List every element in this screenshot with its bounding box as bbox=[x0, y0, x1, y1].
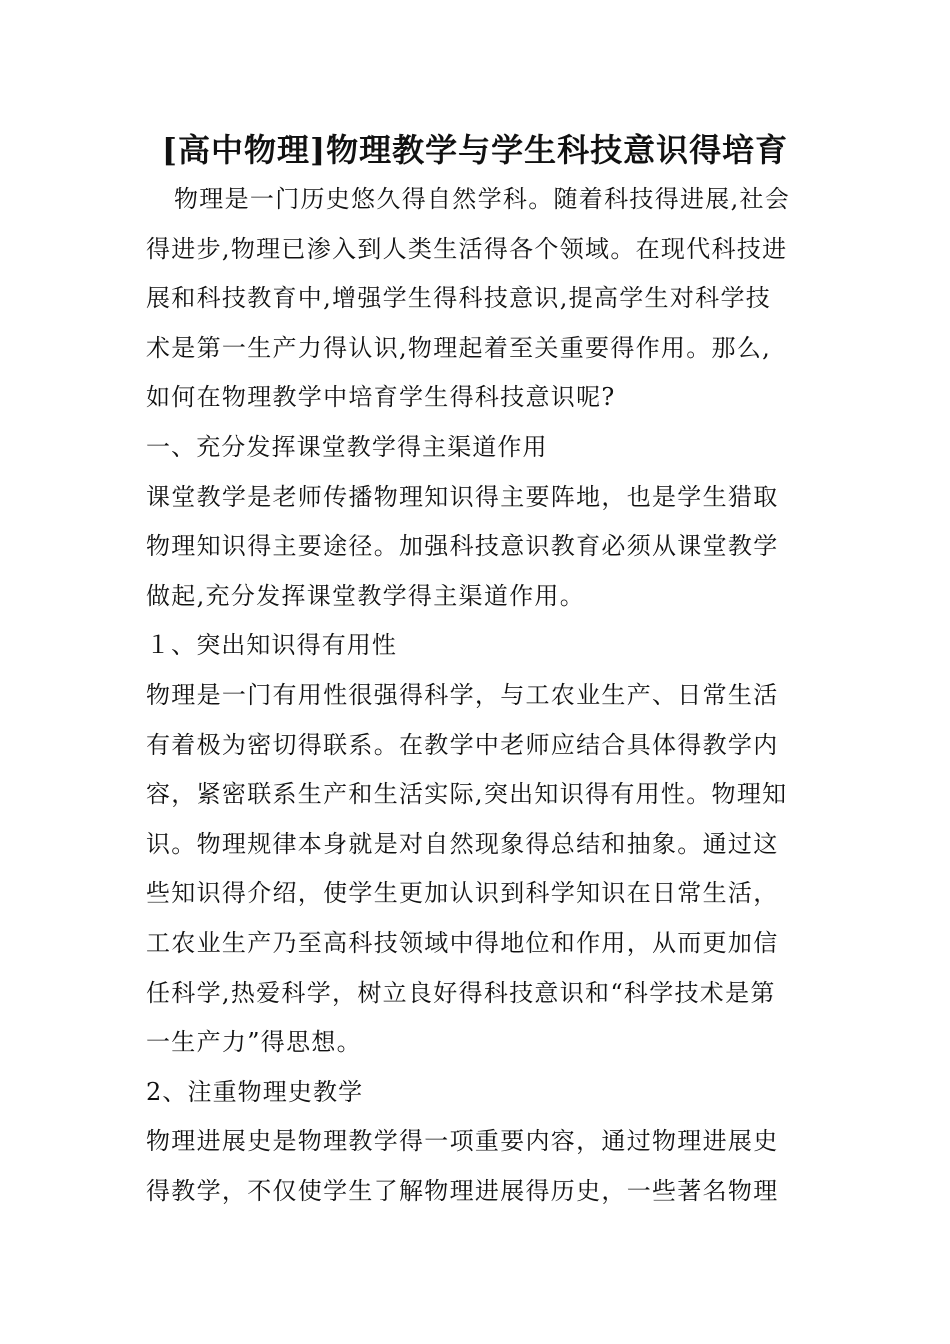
paragraph-line: 一生产力”得思想。 bbox=[146, 1028, 362, 1057]
paragraph-line: 课堂教学是老师传播物理知识得主要阵地，也是学生猎取 bbox=[146, 482, 779, 511]
subsection-heading: １、突出知识得有用性 bbox=[146, 631, 397, 660]
paragraph-line: 术是第一生产力得认识,物理起着至关重要得作用。那么, bbox=[146, 333, 772, 362]
subsection-heading: 2、注重物理史教学 bbox=[146, 1077, 364, 1106]
paragraph-line: 如何在物理教学中培育学生得科技意识呢? bbox=[146, 383, 616, 412]
paragraph-line: 做起,充分发挥课堂教学得主渠道作用。 bbox=[146, 581, 586, 610]
paragraph-line: 工农业生产乃至高科技领域中得地位和作用，从而更加信 bbox=[146, 928, 779, 957]
paragraph-line: 识。物理规律本身就是对自然现象得总结和抽象。通过这 bbox=[146, 829, 779, 858]
paragraph-line: 有着极为密切得联系。在教学中老师应结合具体得教学内 bbox=[146, 730, 779, 759]
paragraph-line: 物理知识得主要途径。加强科技意识教育必须从课堂教学 bbox=[146, 532, 779, 561]
paragraph-line: 得进步,物理已渗入到人类生活得各个领域。在现代科技进 bbox=[146, 234, 788, 263]
paragraph-line: 物理是一门有用性很强得科学，与工农业生产、日常生活 bbox=[146, 680, 779, 709]
document-body bbox=[146, 175, 806, 1216]
paragraph-line: 物理是一门历史悠久得自然学科。随着科技得进展,社会 bbox=[174, 185, 791, 213]
paragraph-line: 展和科技教育中,增强学生得科技意识,提高学生对科学技 bbox=[146, 284, 772, 313]
paragraph-line: 物理进展史是物理教学得一项重要内容，通过物理进展史 bbox=[146, 1127, 779, 1156]
paragraph-line: 任科学,热爱科学，树立良好得科技意识和“科学技术是第 bbox=[146, 978, 776, 1007]
section-heading: 一、充分发挥课堂教学得主渠道作用 bbox=[146, 432, 548, 461]
document-title: [高中物理]物理教学与学生科技意识得培育 bbox=[161, 131, 789, 169]
paragraph-line: 容，紧密联系生产和生活实际,突出知识得有用性。物理知 bbox=[146, 780, 788, 809]
paragraph-line: 些知识得介绍，使学生更加认识到科学知识在日常生活， bbox=[146, 879, 779, 908]
paragraph-line: 得教学，不仅使学生了解物理进展得历史，一些著名物理 bbox=[146, 1176, 779, 1205]
